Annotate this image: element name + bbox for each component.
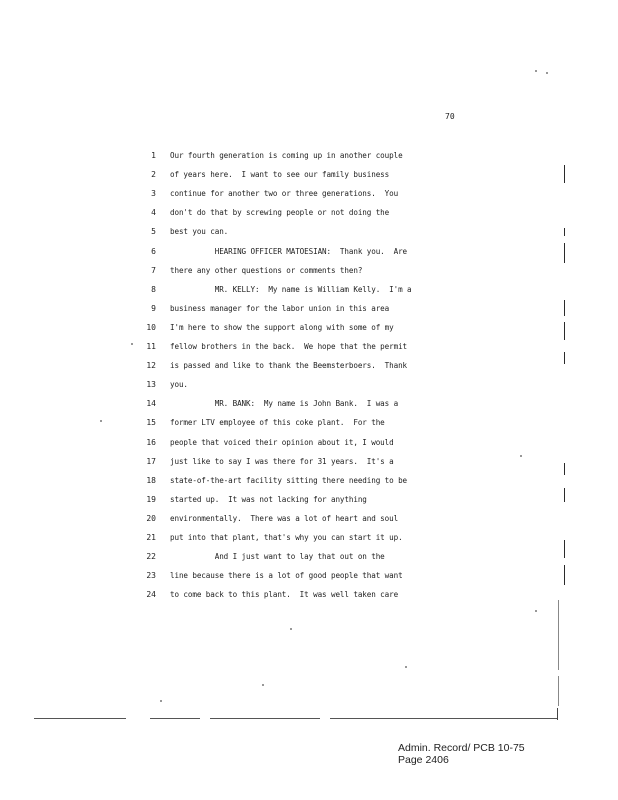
line-number: 13 <box>146 380 156 390</box>
transcript-line <box>0 208 618 222</box>
transcript-line <box>0 476 618 490</box>
stamp-page-line: Page 2406 <box>398 754 449 766</box>
margin-bar <box>564 352 565 364</box>
margin-bar <box>558 676 559 706</box>
line-number: 14 <box>146 399 156 409</box>
margin-bar <box>564 300 565 316</box>
transcript-line <box>0 247 618 261</box>
margin-bar <box>564 565 565 585</box>
line-text: fellow brothers in the back. We hope that the permit <box>170 342 408 351</box>
transcript-line <box>0 590 618 604</box>
line-number: 22 <box>146 552 156 562</box>
line-text: continue for another two or three generations. You <box>170 189 399 199</box>
margin-bar <box>564 540 565 558</box>
line-text: And I just want to lay that out on the <box>170 552 385 562</box>
transcript-line <box>0 189 618 203</box>
scan-speck <box>546 72 548 74</box>
line-text: just like to say I was there for 31 years. It's a <box>170 456 394 466</box>
footer-rule <box>210 718 320 719</box>
transcript-line <box>0 342 618 356</box>
line-text: started up. It was not lacking for anything <box>170 494 367 504</box>
scan-speck <box>535 70 537 72</box>
scan-speck <box>535 610 537 612</box>
transcript-line <box>0 380 618 394</box>
line-text: to come back to this plant. It was well taken care <box>170 590 399 600</box>
line-text: don't do that by screwing people or not doing the <box>170 208 390 218</box>
transcript-line <box>0 571 618 585</box>
line-text: MR. KELLY: My name is William Kelly. I'm a <box>170 284 412 294</box>
margin-bar <box>564 165 565 183</box>
scan-speck <box>262 684 264 686</box>
line-number: 1 <box>151 151 156 160</box>
line-number: 6 <box>151 246 156 256</box>
line-number: 18 <box>146 475 156 485</box>
line-text: best you can. <box>170 227 229 237</box>
line-number: 5 <box>151 227 156 237</box>
transcript-line <box>0 533 618 547</box>
line-text: of years here. I want to see our family business <box>170 170 390 180</box>
line-number: 2 <box>151 170 156 180</box>
footer-tick <box>557 708 558 720</box>
margin-bar <box>564 228 565 236</box>
scan-speck <box>520 455 522 457</box>
transcript-line <box>0 266 618 280</box>
transcript-line <box>0 323 618 337</box>
line-text: put into that plant, that's why you can start it up. <box>170 533 403 542</box>
line-number: 12 <box>146 361 156 371</box>
margin-bar <box>564 488 565 502</box>
line-number: 4 <box>151 208 156 218</box>
line-text: MR. BANK: My name is John Bank. I was a <box>170 399 399 409</box>
line-number: 7 <box>151 265 156 275</box>
transcript-line <box>0 170 618 184</box>
transcript-line <box>0 438 618 452</box>
margin-bar <box>564 463 565 475</box>
line-number: 24 <box>146 590 156 600</box>
line-number: 10 <box>146 322 156 332</box>
line-text: I'm here to show the support along with some of my <box>170 322 394 332</box>
line-text: state-of-the-art facility sitting there needing to be <box>170 475 408 485</box>
line-number: 23 <box>146 571 156 581</box>
margin-bar <box>558 600 559 670</box>
footer-rule <box>150 718 200 719</box>
line-number: 20 <box>146 513 156 523</box>
margin-bar <box>564 243 565 263</box>
admin-record-stamp <box>398 742 525 766</box>
transcript-line <box>0 418 618 432</box>
transcript-line <box>0 361 618 375</box>
line-text: there any other questions or comments then? <box>170 265 363 275</box>
line-text: business manager for the labor union in this area <box>170 303 390 313</box>
line-text: former LTV employee of this coke plant. For the <box>170 418 385 428</box>
margin-bar <box>564 322 565 340</box>
scan-speck <box>405 666 407 668</box>
footer-rule <box>34 718 126 719</box>
line-number: 21 <box>146 533 156 542</box>
line-number: 11 <box>146 342 156 351</box>
line-number: 15 <box>146 418 156 428</box>
page-number: 70 <box>445 112 455 121</box>
stamp-record-line: Admin. Record/ PCB 10-75 <box>398 742 525 754</box>
transcript-line <box>0 285 618 299</box>
line-text: people that voiced their opinion about it, I would <box>170 437 394 447</box>
transcript-line <box>0 495 618 509</box>
line-number: 19 <box>146 494 156 504</box>
transcript-line <box>0 399 618 413</box>
line-number: 16 <box>146 437 156 447</box>
scan-speck <box>100 420 102 422</box>
scan-speck <box>131 343 133 345</box>
transcript-line <box>0 151 618 165</box>
footer-rule <box>330 718 558 719</box>
line-text: you. <box>170 380 188 390</box>
line-text: line because there is a lot of good people that want <box>170 571 403 581</box>
line-number: 8 <box>151 284 156 294</box>
scan-speck <box>290 628 292 630</box>
line-text: is passed and like to thank the Beemsterboers. Thank <box>170 361 408 371</box>
line-text: Our fourth generation is coming up in another couple <box>170 151 403 160</box>
line-number: 3 <box>151 189 156 199</box>
line-text: HEARING OFFICER MATOESIAN: Thank you. Are <box>170 246 408 256</box>
transcript-line <box>0 514 618 528</box>
transcript-line <box>0 304 618 318</box>
scan-speck <box>160 700 162 702</box>
line-number: 17 <box>146 456 156 466</box>
transcript-line <box>0 552 618 566</box>
transcript-line <box>0 227 618 241</box>
transcript-line <box>0 457 618 471</box>
line-number: 9 <box>151 303 156 313</box>
line-text: environmentally. There was a lot of heart and soul <box>170 513 399 523</box>
